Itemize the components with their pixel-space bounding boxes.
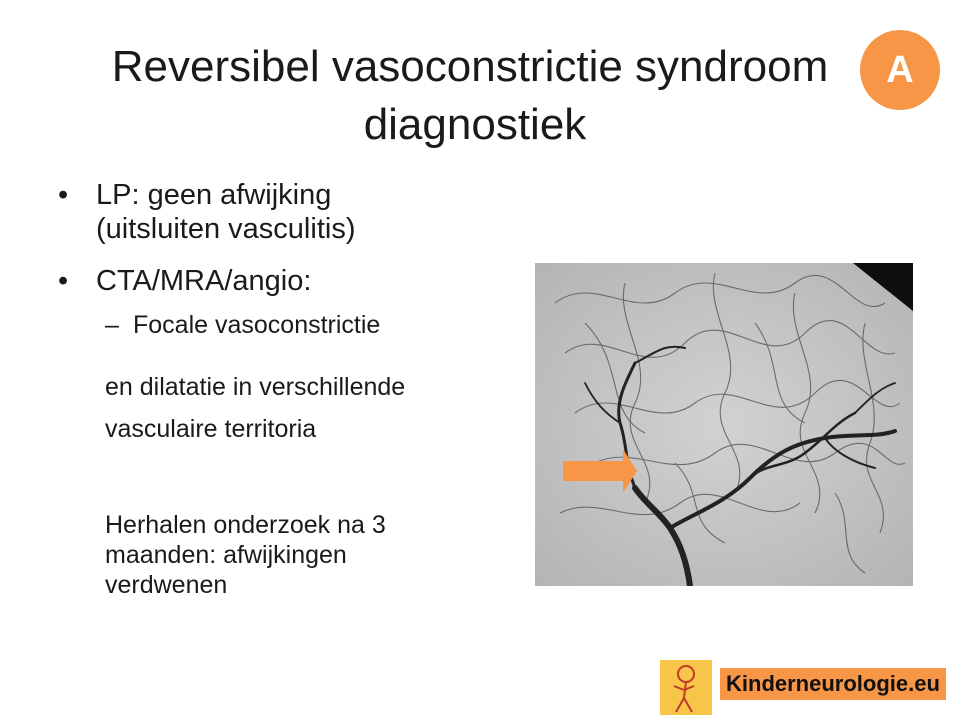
follow-up-line-1: Herhalen onderzoek na 3 xyxy=(105,511,386,539)
angiography-illustration xyxy=(535,263,913,586)
slide-title-line-2: diagnostiek xyxy=(363,100,587,149)
bullet-item-lp xyxy=(58,178,528,246)
sub-bullet-line-1: Focale vasoconstrictie xyxy=(133,311,381,339)
sub-bullet-dash: – xyxy=(105,311,119,339)
site-logo xyxy=(660,660,940,715)
logo-text: Kinderneurologie.eu xyxy=(720,668,946,700)
bullet-dot: • xyxy=(58,179,69,211)
bullet-imaging-text: CTA/MRA/angio: xyxy=(96,265,312,297)
bullet-lp-line-1: LP: geen afwijking xyxy=(96,179,332,211)
sub-bullet-line-2: en dilatatie in verschillende xyxy=(105,373,406,401)
bullet-lp-line-2: (uitsluiten vasculitis) xyxy=(96,213,356,245)
child-figure-icon xyxy=(660,660,712,715)
follow-up-text xyxy=(105,510,525,600)
section-badge: A xyxy=(860,30,940,110)
bullet-dot: • xyxy=(58,265,69,297)
angiography-image xyxy=(535,263,913,586)
slide-title-line-1: Reversibel vasoconstrictie syndroom xyxy=(111,42,829,91)
slide-title xyxy=(0,38,940,154)
sub-bullet-item xyxy=(58,310,528,340)
follow-up-line-2: maanden: afwijkingen xyxy=(105,541,347,569)
bullet-list xyxy=(58,178,528,340)
sub-bullet-line-3: vasculaire territoria xyxy=(105,415,317,443)
bullet-item-imaging xyxy=(58,264,528,298)
follow-up-line-3: verdwenen xyxy=(105,571,228,599)
